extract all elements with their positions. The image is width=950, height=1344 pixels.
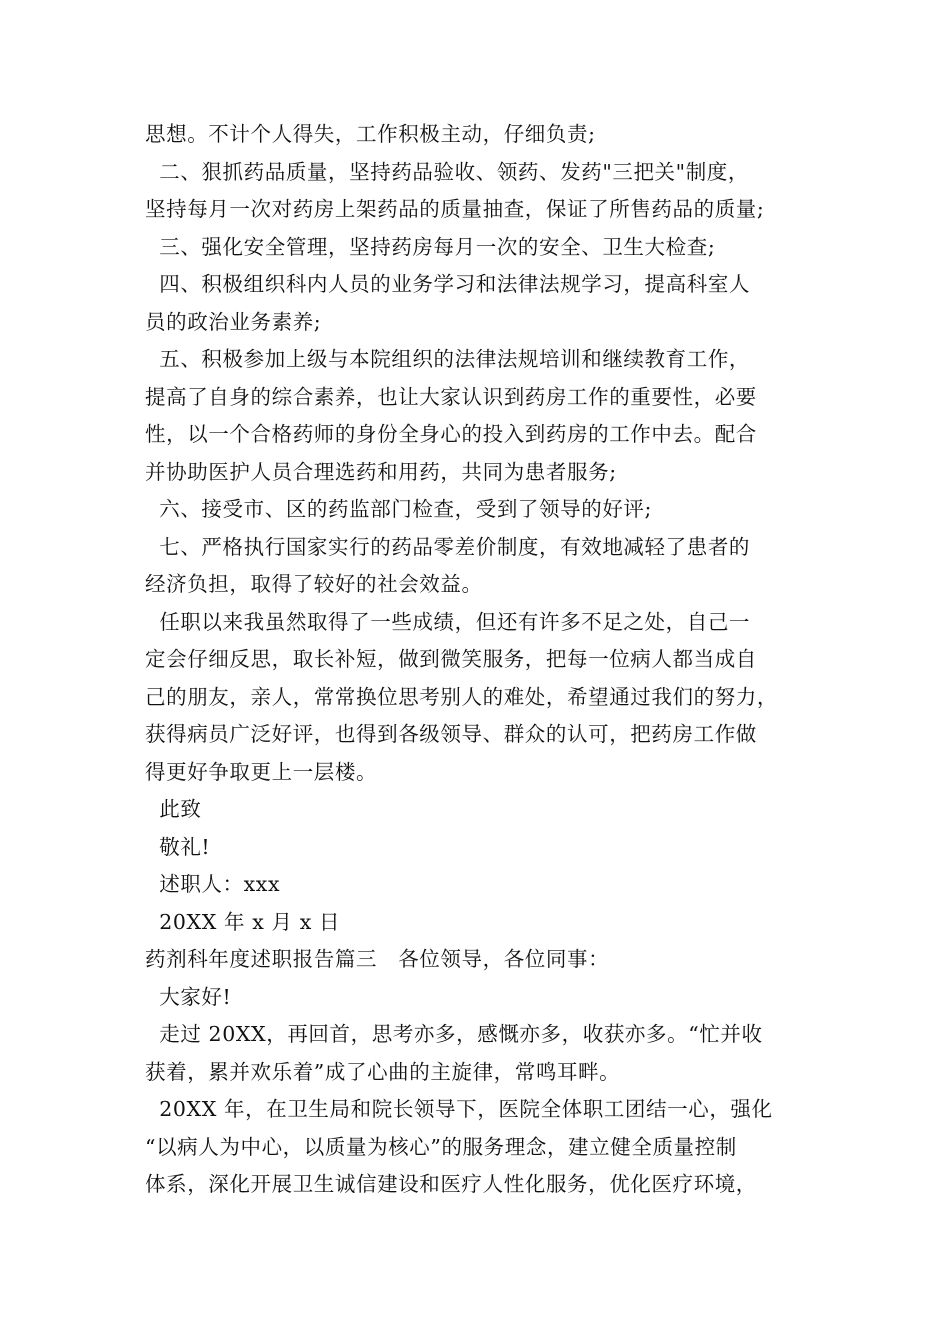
text-line: 获着，累并欢乐着”成了心曲的主旋律，常鸣耳畔。 <box>145 1059 621 1084</box>
salutation-line: 此致 <box>145 797 202 821</box>
document-body <box>145 116 825 1204</box>
text-line: 走过 20XX，再回首，思考亦多，感慨亦多，收获亦多。“忙并收 <box>145 1022 763 1046</box>
text-line: 性，以一个合格药师的身份全身心的投入到药房的工作中去。配合 <box>145 422 757 446</box>
text-line: 得更好争取更上一层楼。 <box>145 759 378 784</box>
text-line: 并协助医护人员合理选药和用药，共同为患者服务; <box>145 459 617 484</box>
text-line: 经济负担，取得了较好的社会效益。 <box>145 572 483 596</box>
text-line: 获得病员广泛好评，也得到各级领导、群众的认可，把药房工作做 <box>145 722 757 746</box>
salutation-line: 敬礼! <box>145 834 211 859</box>
section-heading: 药剂科年度述职报告篇三 各位领导，各位同事： <box>145 947 610 971</box>
text-line: 坚持每月一次对药房上架药品的质量抽查，保证了所售药品的质量; <box>145 197 765 221</box>
text-line: 提高了自身的综合素养，也让大家认识到药房工作的重要性，必要 <box>145 384 757 409</box>
text-line: “以病人为中心，以质量为核心”的服务理念，建立健全质量控制 <box>145 1134 737 1159</box>
date-line: 20XX 年 x 月 x 日 <box>145 909 341 934</box>
text-line: 任职以来我虽然取得了一些成绩，但还有许多不足之处，自己一 <box>145 609 751 634</box>
text-line: 员的政治业务素养; <box>145 309 322 334</box>
text-line: 二、狠抓药品质量，坚持药品验收、领药、发药"三把关"制度， <box>145 159 749 184</box>
text-line: 定会仔细反思，取长补短，做到微笑服务，把每一位病人都当成自 <box>145 647 757 671</box>
text-line: 己的朋友，亲人，常常换位思考别人的难处，希望通过我们的努力， <box>145 684 778 709</box>
text-line: 体系，深化开展卫生诚信建设和医疗人性化服务，优化医疗环境， <box>145 1172 757 1196</box>
text-line: 六、接受市、区的药监部门检查，受到了领导的好评; <box>145 497 653 521</box>
text-line: 四、积极组织科内人员的业务学习和法律法规学习，提高科室人 <box>145 272 751 296</box>
text-line: 思想。不计个人得失，工作积极主动，仔细负责; <box>145 122 596 146</box>
text-line: 三、强化安全管理，坚持药房每月一次的安全、卫生大检查; <box>145 234 716 259</box>
text-line: 七、严格执行国家实行的药品零差价制度，有效地减轻了患者的 <box>145 534 751 559</box>
signature-line: 述职人：xxx <box>145 872 281 896</box>
greeting-line: 大家好! <box>145 984 232 1009</box>
text-line: 五、积极参加上级与本院组织的法律法规培训和继续教育工作， <box>145 347 751 371</box>
text-line: 20XX 年，在卫生局和院长领导下，医院全体职工团结一心，强化 <box>145 1097 773 1121</box>
